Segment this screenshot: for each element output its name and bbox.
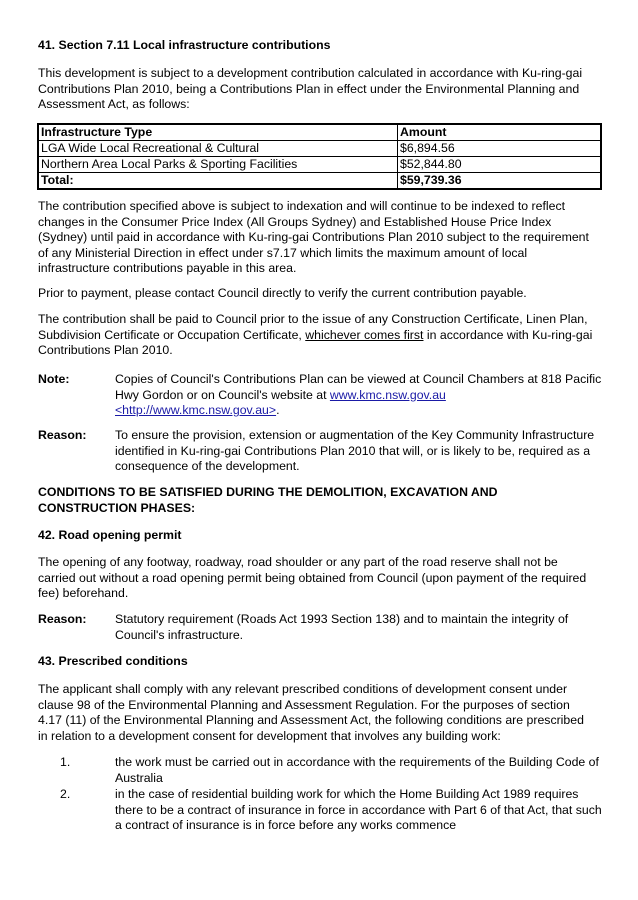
header-infrastructure-type: Infrastructure Type xyxy=(38,124,398,141)
section-43-paragraph: The applicant shall comply with any relevant prescribed conditions of development consent under clause 98 of the Environmental Planning and Assessment Regulation. For the purposes of section 4.17 (11) of the Environmental Planning and Assessment Act, the following conditions are prescribed in relation to a development consent for development that involves any building work: xyxy=(38,682,584,743)
reason-text: To ensure the provision, extension or augmentation of the Key Community Infrastructure identified in Ku-ring-gai Contributions Plan 2010 that will, or is likely to be, required as a consequence of the development. xyxy=(115,428,595,473)
council-website-url-link[interactable]: <http://www.kmc.nsw.gov.au> xyxy=(115,403,277,417)
total-label: Total: xyxy=(38,173,398,190)
list-item-number: 1. xyxy=(60,755,71,769)
total-amount: $59,739.36 xyxy=(398,173,602,190)
reason-label: Reason: xyxy=(38,612,87,626)
reason-text: Statutory requirement (Roads Act 1993 Section 138) and to maintain the integrity of Council's infrastructure. xyxy=(115,612,569,642)
table-header-row xyxy=(38,124,601,141)
conditions-heading: CONDITIONS TO BE SATISFIED DURING THE DEMOLITION, EXCAVATION AND CONSTRUCTION PHASES: xyxy=(38,485,498,515)
section-41-heading: 41. Section 7.11 Local infrastructure contributions xyxy=(38,38,331,52)
table-row xyxy=(38,157,601,173)
section-41-intro: This development is subject to a development contribution calculated in accordance with Ku-ring-gai Contributions Plan 2010, being a Contributions Plan in effect under the Environmental Planning and Assessment Act, as follows: xyxy=(38,66,583,111)
reason-label: Reason: xyxy=(38,428,87,442)
cell-infrastructure-type: Northern Area Local Parks & Sporting Facilities xyxy=(38,157,398,173)
list-item: the work must be carried out in accordance with the requirements of the Building Code of Australia xyxy=(115,755,599,785)
cell-amount: $52,844.80 xyxy=(398,157,602,173)
cell-amount: $6,894.56 xyxy=(398,141,602,157)
list-item: in the case of residential building work for which the Home Building Act 1989 requires there to be a contract of insurance in force in accordance with Part 6 of that Act, that such a contract of insurance is in force before any works commence xyxy=(115,787,602,832)
section-43-heading: 43. Prescribed conditions xyxy=(38,654,188,668)
note-text: Copies of Council's Contributions Plan can be viewed at Council Chambers at 818 Pacific Hwy Gordon or on Council's website at www.kmc.nsw.gov.au <http://www.kmc.nsw.gov.au>. xyxy=(115,372,602,417)
table-row xyxy=(38,141,601,157)
note-label: Note: xyxy=(38,372,70,386)
list-item-number: 2. xyxy=(60,787,71,801)
section-42-heading: 42. Road opening permit xyxy=(38,528,182,542)
payment-timing-paragraph: The contribution shall be paid to Council prior to the issue of any Construction Certificate, Linen Plan, Subdivision Certificate or Occupation Certificate, whichever comes first in accordance with Ku-ring-gai Contributions Plan 2010. xyxy=(38,312,593,357)
council-website-link[interactable]: www.kmc.nsw.gov.au xyxy=(329,387,446,402)
prior-payment-paragraph: Prior to payment, please contact Council directly to verify the current contribution payable. xyxy=(38,286,527,300)
cell-infrastructure-type: LGA Wide Local Recreational & Cultural xyxy=(38,141,398,157)
contributions-table xyxy=(37,123,602,190)
whichever-comes-first-emphasis: whichever comes first xyxy=(305,327,424,342)
section-42-paragraph: The opening of any footway, roadway, road shoulder or any part of the road reserve shall not be carried out without a road opening permit being obtained from Council (upon payment of the required fee) beforehand. xyxy=(38,555,587,600)
indexation-paragraph: The contribution specified above is subject to indexation and will continue to be indexed to reflect changes in the Consumer Price Index (All Groups Sydney) and Established House Price Index (Sydney) until paid in accordance with Ku-ring-gai Contributions Plan 2010 subject to the requirement of any Ministerial Direction in effect under s7.17 which limits the maximum amount of local infrastructure contributions payable in this area. xyxy=(38,199,589,275)
header-amount: Amount xyxy=(398,124,602,141)
table-total-row xyxy=(38,173,601,190)
